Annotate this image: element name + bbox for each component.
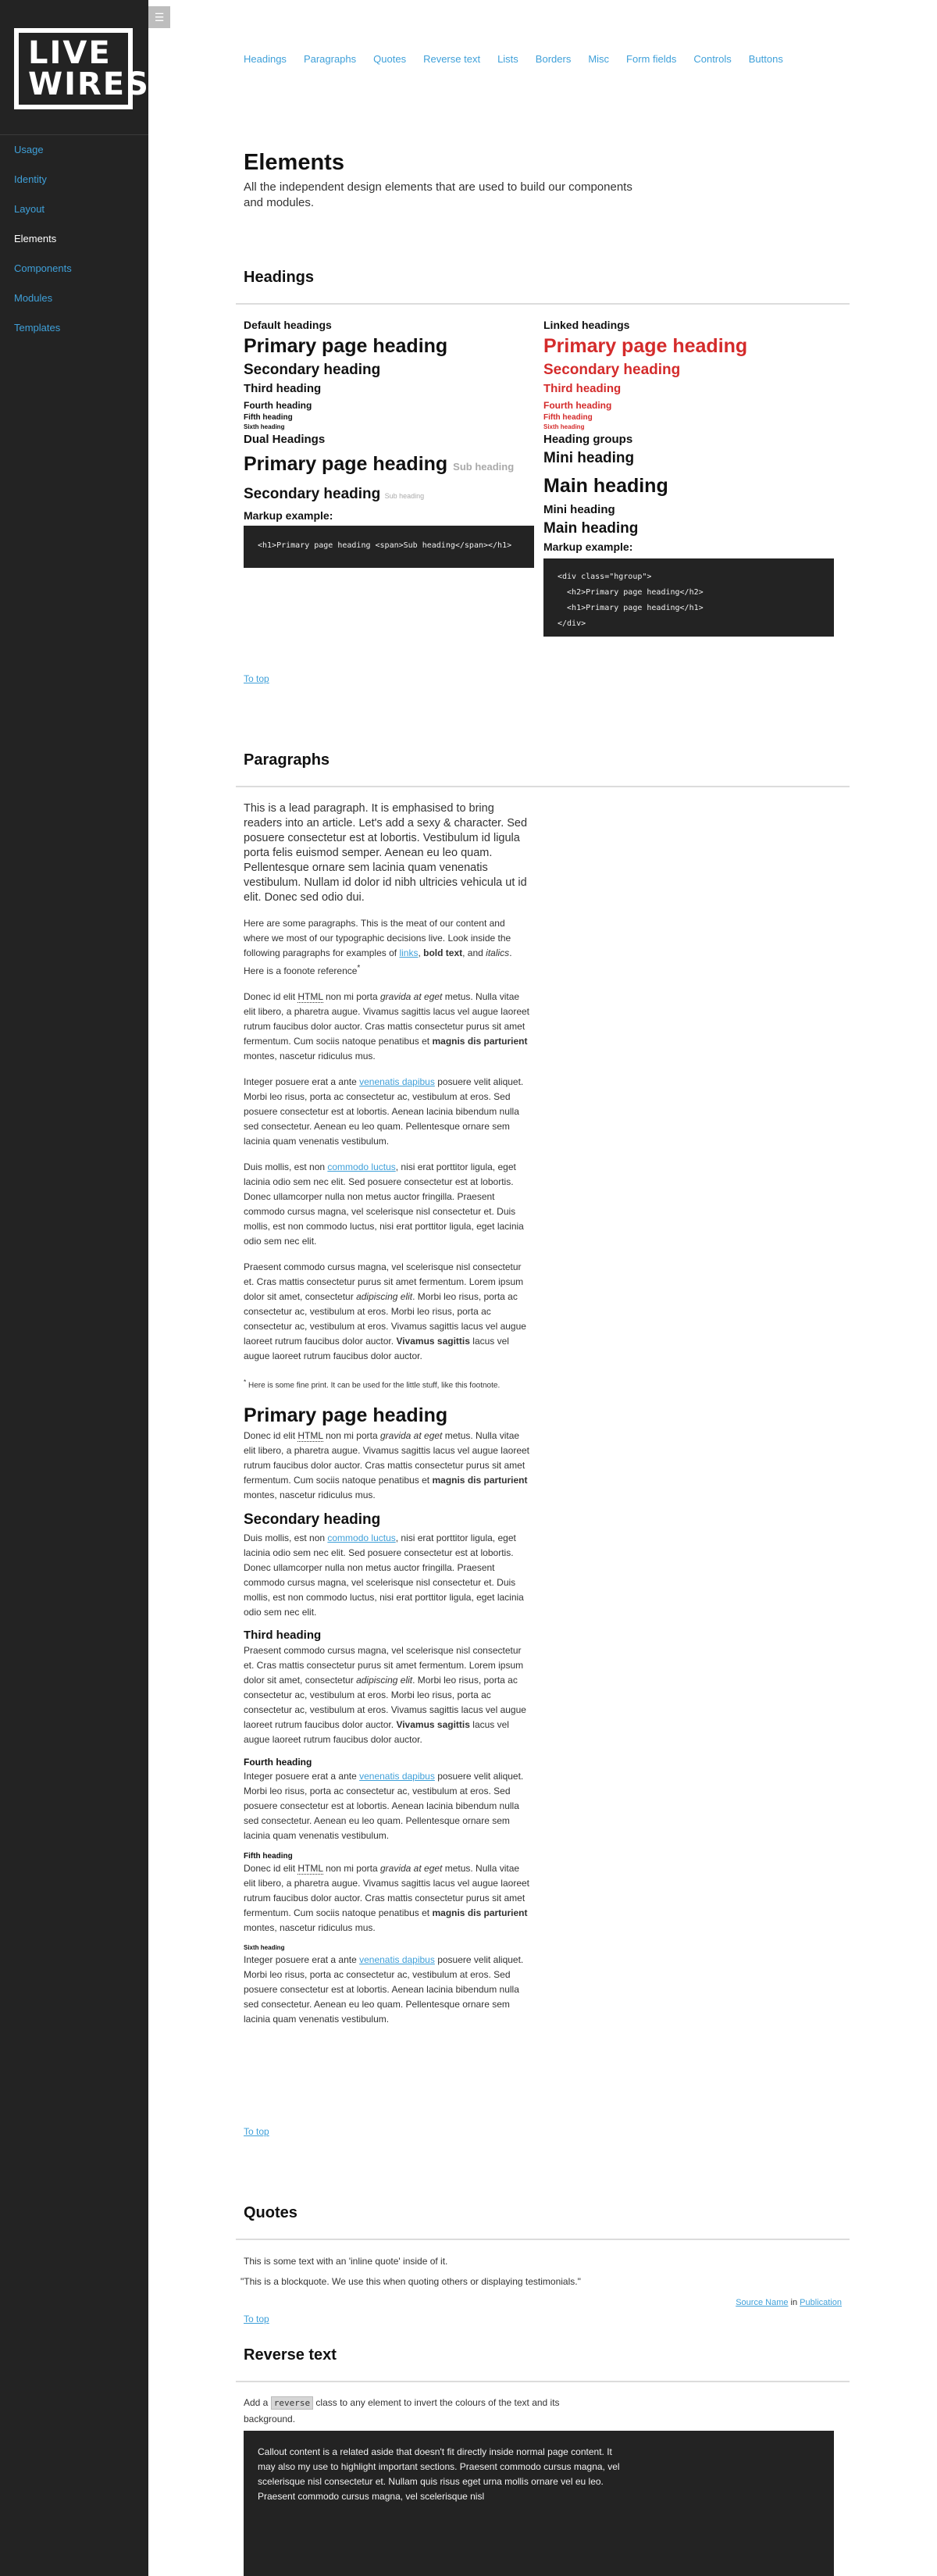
- dual-h2-sub: Sub heading: [384, 492, 425, 500]
- sidebar-link-components[interactable]: Components: [14, 262, 72, 274]
- section-divider: [236, 786, 850, 787]
- markup-example-label: Markup example:: [244, 509, 333, 522]
- inline-link[interactable]: commodo luctus: [327, 1532, 396, 1544]
- top-nav-headings[interactable]: Headings: [244, 53, 287, 65]
- sidebar-link-usage[interactable]: Usage: [14, 144, 44, 155]
- default-h1: Primary page heading: [244, 335, 448, 357]
- default-h2: Secondary heading: [244, 362, 381, 378]
- default-headings-label: Default headings: [244, 319, 332, 331]
- linked-headings-column: [543, 319, 834, 637]
- linked-h2[interactable]: Secondary heading: [543, 362, 681, 378]
- logo-line-2: WIRES: [28, 66, 150, 102]
- hgroup-mini-2: Mini heading: [543, 503, 615, 516]
- top-nav-lists[interactable]: Lists: [497, 53, 518, 65]
- para-h1: Primary page heading: [244, 1404, 448, 1427]
- para-h6: Sixth heading: [244, 1944, 285, 1952]
- paragraphs-column: [244, 801, 533, 2038]
- section-divider: [236, 303, 850, 305]
- para-h3: Third heading: [244, 1629, 322, 1643]
- para-h5: Fifth heading: [244, 1852, 293, 1861]
- default-h5: Fifth heading: [244, 413, 293, 422]
- quotes-section-title: Quotes: [244, 2204, 297, 2221]
- publication-link[interactable]: Publication: [800, 2298, 842, 2307]
- headings-to-top-link[interactable]: To top: [244, 673, 269, 684]
- paragraph-2: Donec id elit HTML non mi porta gravida at eget metus. Nulla vitae elit libero, a pharetra augue. Vivamus sagittis lacus vel augue laoreet rutrum faucibus dolor auctor. Cras mattis consectetur purus sit amet fermentum. Cum sociis natoque penatibus et magnis dis parturient montes, nascetur ridiculus mus.: [244, 991, 529, 1061]
- top-nav-borders[interactable]: Borders: [535, 53, 572, 65]
- para-h1-text: Donec id elit HTML non mi porta gravida at eget metus. Nulla vitae elit libero, a pharetra augue. Vivamus sagittis lacus vel augue laoreet rutrum faucibus dolor auctor. Cras mattis consectetur purus sit amet fermentum. Cum sociis natoque penatibus et magnis dis parturient montes, nascetur ridiculus mus.: [244, 1430, 529, 1501]
- dual-h1-main: Primary page heading: [244, 453, 448, 475]
- reverse-description: Add a reverse class to any element to invert the colours of the text and its background.: [244, 2397, 560, 2424]
- inline-link[interactable]: venenatis dapibus: [359, 1076, 435, 1087]
- paragraphs-to-top-link[interactable]: To top: [244, 2126, 269, 2137]
- top-nav-reverse-text[interactable]: Reverse text: [423, 53, 481, 65]
- sidebar-divider: [0, 134, 148, 135]
- dual-h1-sub: Sub heading: [453, 461, 515, 473]
- sidebar-item-identity[interactable]: [14, 173, 72, 203]
- source-name-link[interactable]: Source Name: [736, 2298, 789, 2307]
- sidebar-item-elements[interactable]: [14, 233, 72, 262]
- blockquote-source: Source Name in Publication: [736, 2298, 842, 2307]
- paragraph-1: Here are some paragraphs. This is the meat of our content and where we most of our typographic decisions live. Look inside the following paragraphs for examples of links, bold text, and italics. Here is a foonote reference*: [244, 918, 512, 976]
- fine-print: * Here is some fine print. It can be used for the little stuff, like this footnote.: [244, 1378, 501, 1390]
- sidebar: [0, 0, 148, 2576]
- quotes-to-top-link[interactable]: To top: [244, 2314, 269, 2324]
- top-nav-misc[interactable]: Misc: [588, 53, 610, 65]
- linked-h3[interactable]: Third heading: [543, 382, 622, 395]
- live-wires-logo[interactable]: [14, 28, 150, 109]
- top-nav-controls[interactable]: Controls: [693, 53, 732, 65]
- heading-groups-label: Heading groups: [543, 433, 633, 446]
- para-h2: Secondary heading: [244, 1511, 381, 1529]
- top-nav-buttons[interactable]: Buttons: [748, 53, 783, 65]
- default-headings-column: [244, 319, 534, 568]
- menu-icon: ☰: [154, 10, 165, 23]
- hgroup-main-1: Main heading: [543, 475, 668, 497]
- inline-quote-paragraph: This is some text with an 'inline quote' inside of it.: [244, 2256, 448, 2267]
- reverse-callout: [244, 2431, 834, 2576]
- footnote-reference: *: [357, 964, 361, 972]
- linked-h5[interactable]: Fifth heading: [543, 413, 593, 422]
- para-h4: Fourth heading: [244, 1757, 312, 1768]
- section-divider: [236, 2239, 850, 2240]
- linked-h6[interactable]: Sixth heading: [543, 423, 585, 430]
- default-h4: Fourth heading: [244, 400, 312, 411]
- dual-h2-main: Secondary heading: [244, 486, 381, 502]
- para-h3-text: Praesent commodo cursus magna, vel scelerisque nisl consectetur et. Cras mattis consectetur purus sit amet fermentum. Lorem ipsum dolor sit amet, consectetur adipiscing elit. Morbi leo risus, porta ac consectetur ac, vestibulum at eros. Morbi leo risus, porta ac consectetur ac, vestibulum at eros. Vivamus sagittis lacus vel augue laoreet rutrum faucibus dolor auctor. Vivamus sagittis lacus vel augue laoreet rutrum faucibus dolor auctor.: [244, 1645, 526, 1746]
- top-nav: [244, 53, 783, 65]
- paragraphs-section-title: Paragraphs: [244, 751, 330, 769]
- sidebar-link-elements[interactable]: Elements: [14, 233, 57, 244]
- paragraph-3: Integer posuere erat a ante venenatis dapibus posuere velit aliquet. Morbi leo risus, porta ac consectetur ac, vestibulum at eros. Sed posuere consectetur est at lobortis. Aenean lacinia bibendum nulla sed consectetur. Aenean eu leo quam. Pellentesque ornare sem lacinia quam venenatis vestibulum.: [244, 1076, 524, 1147]
- top-nav-quotes[interactable]: Quotes: [373, 53, 407, 65]
- inline-link[interactable]: commodo luctus: [327, 1161, 396, 1172]
- markup-code-block: <h1>Primary page heading <span>Sub heading</span></h1>: [244, 526, 534, 568]
- paragraph-4: Duis mollis, est non commodo luctus, nisi erat porttitor ligula, eget lacinia odio sem nec elit. Sed posuere consectetur est at lobortis. Donec ullamcorper nulla non metus auctor fringilla. Praesent commodo cursus magna, vel scelerisque nisl consectetur et. Duis mollis, est non commodo luctus, nisi erat porttitor ligula, eget lacinia odio sem nec elit.: [244, 1161, 524, 1247]
- sidebar-link-identity[interactable]: Identity: [14, 173, 47, 185]
- logo-line-1: LIVE: [28, 35, 112, 71]
- reverse-section-title: Reverse text: [244, 2346, 337, 2364]
- sidebar-link-templates[interactable]: Templates: [14, 322, 61, 334]
- abbr-html: HTML: [297, 991, 323, 1002]
- sidebar-item-usage[interactable]: [14, 144, 72, 173]
- lead-paragraph: This is a lead paragraph. It is emphasised to bring readers into an article. Let's add a sexy & character. Sed posuere consectetur est at lobortis. Vestibulum id ligula porta felis euismod semper. Aenean eu leo quam. Pellentesque ornare sem lacinia quam venenatis vestibulum. Nullam id dolor id nibh ultricies vehicula ut id elit. Donec sed odio dui.: [244, 802, 528, 904]
- sidebar-nav: [14, 144, 72, 351]
- top-nav-form-fields[interactable]: Form fields: [626, 53, 677, 65]
- reverse-class-code: reverse: [271, 2396, 313, 2410]
- linked-h4[interactable]: Fourth heading: [543, 400, 612, 411]
- dual-h2: [244, 483, 534, 507]
- para-h6-text: Integer posuere erat a ante venenatis dapibus posuere velit aliquet. Morbi leo risus, porta ac consectetur ac, vestibulum at eros. Sed posuere consectetur est at lobortis. Aenean lacinia bibendum nulla sed consectetur. Aenean eu leo quam. Pellentesque ornare sem lacinia quam venenatis vestibulum.: [244, 1954, 524, 2025]
- hgroup-code-block: <div class="hgroup"> <h2>Primary page heading</h2> <h1>Primary page heading</h1> </div>: [543, 558, 834, 637]
- dual-headings-label: Dual Headings: [244, 433, 326, 446]
- para-h2-text: Duis mollis, est non commodo luctus, nisi erat porttitor ligula, eget lacinia odio sem nec elit. Sed posuere consectetur est at lobortis. Donec ullamcorper nulla non metus auctor fringilla. Praesent commodo cursus magna, vel scelerisque nisl consectetur et. Duis mollis, est non commodo luctus, nisi erat porttitor ligula, eget lacinia odio sem nec elit.: [244, 1532, 524, 1618]
- linked-headings-label: Linked headings: [543, 319, 630, 331]
- dual-h1: [244, 451, 534, 480]
- top-nav-paragraphs[interactable]: Paragraphs: [303, 53, 357, 65]
- hgroup-main-2: Main heading: [543, 520, 639, 537]
- sidebar-link-layout[interactable]: Layout: [14, 203, 45, 215]
- blockquote: "This is a blockquote. We use this when quoting others or displaying testimonials.": [240, 2276, 581, 2287]
- reverse-callout-text: Callout content is a related aside that doesn't fit directly inside normal page content. It may also my use to highlight important sections. Praesent commodo cursus magna, vel scelerisque nisl consectetur et. Nullam quis risus eget urna mollis ornare vel eu leo. Praesent commodo cursus magna, vel scelerisque nisl: [258, 2446, 620, 2502]
- page-intro: All the independent design elements that are used to build our components and modules.: [244, 180, 632, 209]
- paragraph-5: Praesent commodo cursus magna, vel scelerisque nisl consectetur et. Cras mattis consectetur purus sit amet fermentum. Lorem ipsum dolor sit amet, consectetur adipiscing elit. Morbi leo risus, porta ac consectetur ac, vestibulum at eros. Morbi leo risus, porta ac consectetur ac, vestibulum at eros. Vivamus sagittis lacus vel augue laoreet rutrum faucibus dolor auctor. Vivamus sagittis lacus vel augue laoreet rutrum faucibus dolor auctor.: [244, 1261, 526, 1361]
- inline-link[interactable]: links: [399, 947, 419, 958]
- page-title: Elements: [244, 150, 344, 175]
- para-h4-text: Integer posuere erat a ante venenatis dapibus posuere velit aliquet. Morbi leo risus, porta ac consectetur ac, vestibulum at eros. Sed posuere consectetur est at lobortis. Aenean lacinia bibendum nulla sed consectetur. Aenean eu leo quam. Pellentesque ornare sem lacinia quam venenatis vestibulum.: [244, 1771, 524, 1842]
- inline-quote: 'inline quote': [348, 2256, 401, 2267]
- linked-h1[interactable]: Primary page heading: [543, 335, 748, 357]
- sidebar-link-modules[interactable]: Modules: [14, 292, 53, 304]
- sidebar-item-templates[interactable]: [14, 322, 72, 351]
- sidebar-item-modules[interactable]: [14, 292, 72, 322]
- hgroup-mini-1: Mini heading: [543, 450, 635, 466]
- sidebar-toggle-button[interactable]: [148, 6, 170, 28]
- default-h6: Sixth heading: [244, 423, 285, 430]
- hgroup-markup-label: Markup example:: [543, 541, 633, 553]
- sidebar-item-components[interactable]: [14, 262, 72, 292]
- default-h3: Third heading: [244, 382, 322, 395]
- section-divider: [236, 2381, 850, 2382]
- inline-link[interactable]: venenatis dapibus: [359, 1771, 435, 1782]
- para-h5-text: Donec id elit HTML non mi porta gravida at eget metus. Nulla vitae elit libero, a pharetra augue. Vivamus sagittis lacus vel augue laoreet rutrum faucibus dolor auctor. Cras mattis consectetur purus sit amet fermentum. Cum sociis natoque penatibus et magnis dis parturient montes, nascetur ridiculus mus.: [244, 1863, 529, 1934]
- inline-link[interactable]: venenatis dapibus: [359, 1954, 435, 1966]
- sidebar-item-layout[interactable]: [14, 203, 72, 233]
- headings-section-title: Headings: [244, 269, 315, 286]
